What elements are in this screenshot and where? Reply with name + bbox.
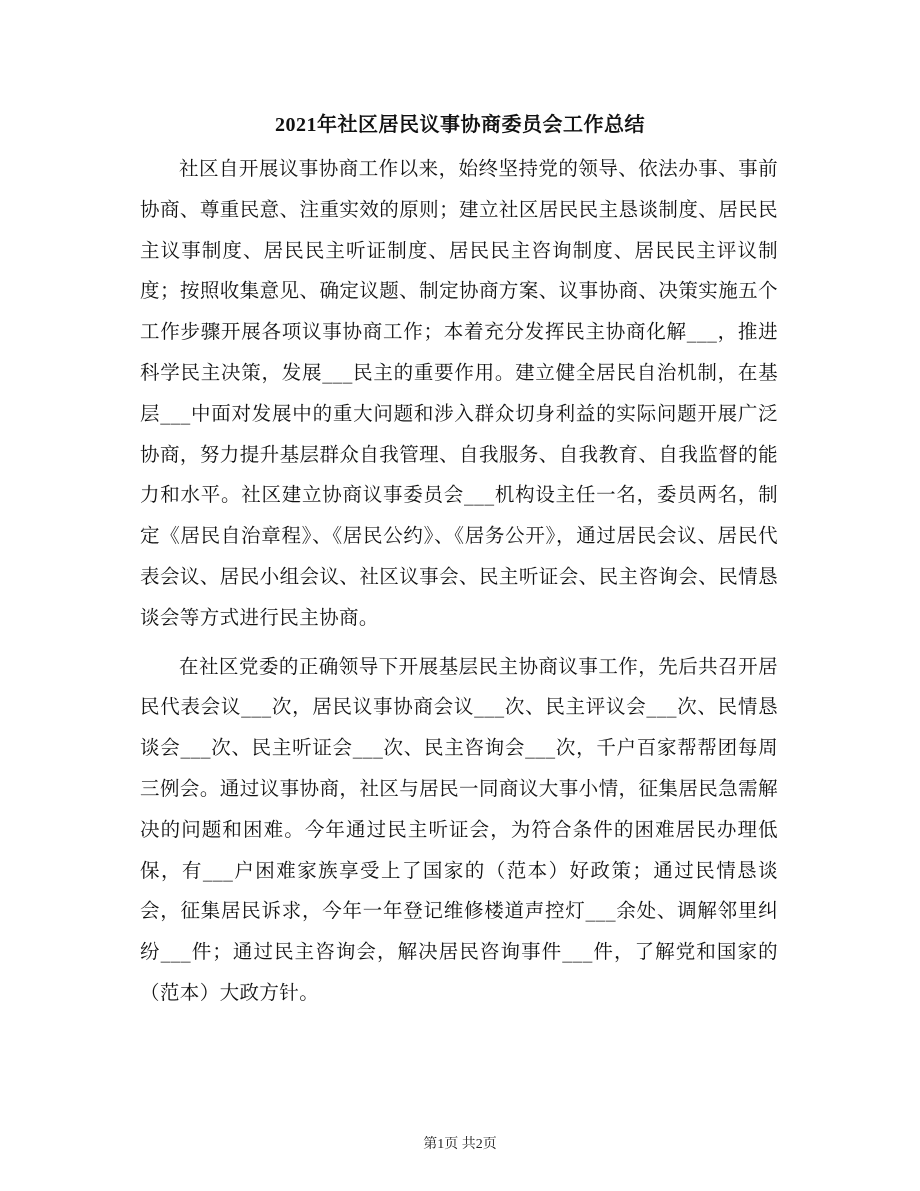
paragraph-2: 在社区党委的正确领导下开展基层民主协商议事工作，先后共召开居民代表会议___次，居民议事协商会议___次、民主评议会___次、民情恳谈会___次、民主听证会___次、民主咨询会___次，千户百家帮帮团每周三例会。通过议事协商，社区与居民一同商议大事小情，征集居民急需解决的问题和困难。今年通过民主听证会，为符合条件的困难居民办理低保，有___户困难家族享受上了国家的（范本）好政策；通过民情恳谈会，征集居民诉求，今年一年登记维修楼道声控灯___余处、调解邻里纠纷___件；通过民主咨询会，解决居民咨询事件___件，了解党和国家的（范本）大政方针。 (140, 654, 778, 1004)
document-body (140, 149, 778, 1014)
document-title: 2021年社区居民议事协商委员会工作总结 (275, 114, 645, 136)
page-footer: 第1页 共2页 (423, 1137, 497, 1152)
paragraph-1: 社区自开展议事协商工作以来，始终坚持党的领导、依法办事、事前协商、尊重民意、注重实效的原则；建立社区居民民主恳谈制度、居民民主议事制度、居民民主听证制度、居民民主咨询制度、居民民主评议制度；按照收集意见、确定议题、制定协商方案、议事协商、决策实施五个工作步骤开展各项议事协商工作；本着充分发挥民主协商化解___，推进科学民主决策，发展___民主的重要作用。建立健全居民自治机制，在基层___中面对发展中的重大问题和涉入群众切身利益的实际问题开展广泛协商，努力提升基层群众自我管理、自我服务、自我教育、自我监督的能力和水平。社区建立协商议事委员会___机构设主任一名，委员两名，制定《居民自治章程》、《居民公约》、《居务公开》，通过居民会议、居民代表会议、居民小组会议、社区议事会、民主听证会、民主咨询会、民情恳谈会等方式进行民主协商。 (140, 157, 778, 629)
